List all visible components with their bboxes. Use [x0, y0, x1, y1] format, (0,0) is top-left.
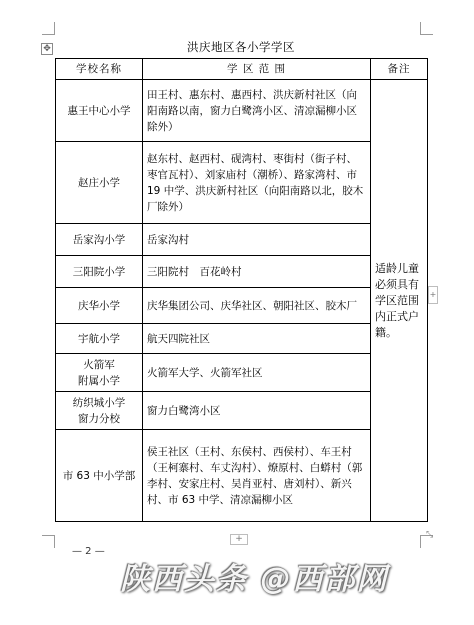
- school-district-table: [55, 58, 428, 522]
- header-school-name: 学校名称: [56, 59, 143, 80]
- district-range-cell: 庆华集团公司、庆华社区、朝阳社区、胶木厂: [143, 288, 371, 324]
- page-number: — 2 —: [72, 546, 105, 557]
- header-district-range: 学 区 范 围: [143, 59, 371, 80]
- school-name-cell: 三阳院小学: [56, 256, 143, 288]
- table-resize-handle-icon[interactable]: ⤡: [426, 530, 434, 540]
- district-range-cell: 航天四院社区: [143, 324, 371, 354]
- school-name-cell: 市 63 中小学部: [56, 430, 143, 522]
- district-range-cell: 赵东村、赵西村、砚湾村、枣街村（街子村、枣官瓦村）、刘家庙村（潮桥）、路家湾村、市 19 中学、洪庆新村社区（向阳南路以北，胶木厂除外）: [143, 142, 371, 224]
- table-move-handle-icon[interactable]: ✥: [41, 43, 53, 55]
- add-row-icon[interactable]: +: [230, 534, 248, 545]
- document-title: 洪庆地区各小学学区: [187, 40, 295, 54]
- watermark: 陕西头条 @西部网: [120, 562, 389, 597]
- table-header-row: [56, 59, 428, 80]
- school-name-cell: [56, 354, 143, 392]
- school-name-line: 附属小学: [78, 374, 120, 387]
- school-name-cell: 赵庄小学: [56, 142, 143, 224]
- school-name-line: 窗力分校: [78, 412, 120, 425]
- district-range-cell: 田王村、惠东村、惠西村、洪庆新村社区（向阳南路以南，窗力白鹭湾小区、清凉漏柳小区除外）: [143, 80, 371, 142]
- school-name-line: 火箭军: [83, 358, 115, 371]
- district-range-cell: 侯王社区（王村、东侯村、西侯村）、车王村（王柯寨村、车丈沟村）、燎原村、白蟒村（郭李村、安家庄村、吴肖亚村、唐刘村）、新兴村、市 63 中学、清凉漏柳小区: [143, 430, 371, 522]
- district-range-cell: 窗力白鹭湾小区: [143, 392, 371, 430]
- school-name-cell: 庆华小学: [56, 288, 143, 324]
- district-range-cell: 三阳院村 百花岭村: [143, 256, 371, 288]
- school-name-cell: 宇航小学: [56, 324, 143, 354]
- table-row: [56, 80, 428, 142]
- school-name-cell: 惠王中心小学: [56, 80, 143, 142]
- crop-mark-top-right: [420, 22, 433, 35]
- crop-mark-bottom-left: [42, 535, 55, 548]
- header-remark: 备注: [371, 59, 428, 80]
- district-range-cell: 火箭军大学、火箭军社区: [143, 354, 371, 392]
- school-name-cell: 岳家沟小学: [56, 224, 143, 256]
- crop-mark-top-left: [42, 22, 55, 35]
- school-name-cell: [56, 392, 143, 430]
- remark-cell: 适龄儿童必须具有学区范围内正式户籍。: [371, 80, 428, 522]
- district-range-cell: 岳家沟村: [143, 224, 371, 256]
- school-name-line: 纺织城小学: [72, 396, 126, 409]
- table-side-handle-icon[interactable]: +: [428, 286, 438, 304]
